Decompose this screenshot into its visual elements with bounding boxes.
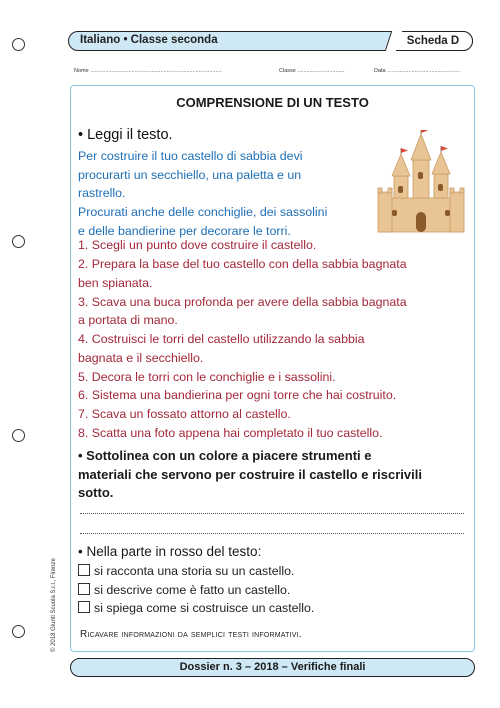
option-label: si descrive come è fatto un castello. bbox=[94, 582, 291, 597]
answer-line[interactable] bbox=[80, 513, 464, 514]
punch-hole bbox=[12, 625, 25, 638]
checkbox[interactable] bbox=[78, 583, 90, 595]
learning-objective: Ricavare informazioni da semplici testi informativi. bbox=[80, 629, 302, 640]
question-title: • Nella parte in rosso del testo: bbox=[78, 544, 262, 559]
date-field[interactable]: Data ................................................ bbox=[374, 68, 461, 74]
page-title: COMPRENSIONE DI UN TESTO bbox=[176, 95, 369, 110]
step-line: a portata di mano. bbox=[78, 313, 178, 327]
underline-instruction: • Sottolinea con un colore a piacere strumenti e bbox=[78, 448, 372, 463]
class-field[interactable]: Classe ............................... bbox=[279, 68, 345, 74]
copyright: © 2018 Giunti Scuola S.r.l., Firenze bbox=[51, 558, 57, 652]
intro-line: e delle bandierine per decorare le torri. bbox=[78, 223, 291, 238]
checkbox[interactable] bbox=[78, 601, 90, 613]
sheet-tag: Scheda D bbox=[393, 31, 473, 51]
footer-bar: Dossier n. 3 – 2018 – Verifiche finali bbox=[70, 658, 475, 677]
step-line: 8. Scatta una foto appena hai completato il tuo castello. bbox=[78, 425, 383, 440]
punch-hole bbox=[12, 235, 25, 248]
step-line: 7. Scava un fossato attorno al castello. bbox=[78, 407, 291, 421]
option-row bbox=[78, 562, 294, 581]
option-row bbox=[78, 599, 314, 618]
step-line: bagnata e il secchiello. bbox=[78, 350, 204, 365]
punch-hole bbox=[12, 429, 25, 442]
header-subject: Italiano • Classe seconda bbox=[80, 34, 218, 46]
name-field[interactable]: Nome ...................................................................................... bbox=[74, 68, 222, 74]
step-line: 6. Sistema una bandierina per ogni torre che hai costruito. bbox=[78, 388, 397, 402]
option-row bbox=[78, 581, 290, 600]
option-label: si racconta una storia su un castello. bbox=[94, 564, 295, 578]
step-line: 5. Decora le torri con le conchiglie e i sassolini. bbox=[78, 369, 336, 384]
step-line: 4. Costruisci le torri del castello utilizzando la sabbia bbox=[78, 332, 365, 346]
intro-line: procurarti un secchiello, una paletta e un bbox=[78, 167, 302, 182]
punch-hole bbox=[12, 38, 25, 51]
intro-line: Procurati anche delle conchiglie, dei sassolini bbox=[78, 205, 328, 220]
step-line: 3. Scava una buca profonda per avere della sabbia bagnata bbox=[78, 294, 407, 309]
underline-instruction: materiali che servono per costruire il castello e riscrivili bbox=[78, 466, 422, 482]
intro-line: rastrello. bbox=[78, 186, 126, 201]
underline-instruction: sotto. bbox=[78, 485, 114, 500]
sand-castle-image bbox=[376, 130, 466, 236]
step-line: 2. Prepara la base del tuo castello con della sabbia bagnata bbox=[78, 257, 407, 271]
intro-line: Per costruire il tuo castello di sabbia devi bbox=[78, 149, 303, 163]
answer-line[interactable] bbox=[80, 533, 464, 534]
read-instruction: • Leggi il testo. bbox=[78, 127, 173, 143]
checkbox[interactable] bbox=[78, 564, 90, 576]
option-label: si spiega come si costruisce un castello. bbox=[94, 601, 315, 615]
step-line: 1. Scegli un punto dove costruire il castello. bbox=[78, 238, 317, 252]
step-line: ben spianata. bbox=[78, 275, 153, 290]
